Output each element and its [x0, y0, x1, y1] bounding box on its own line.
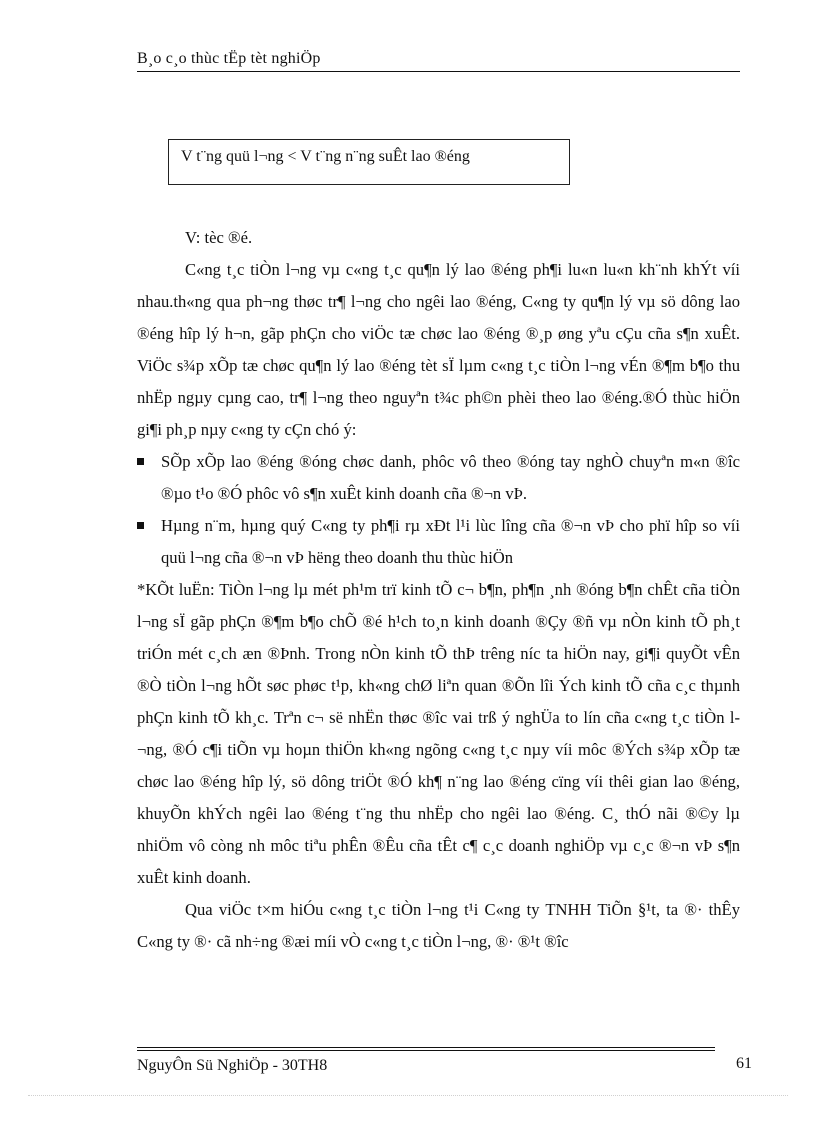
bullet-item-text: SÕp xÕp lao ®éng ®óng chøc danh, phôc vô theo ®óng tay nghÒ chuyªn m«n ®îc ®µo t¹o ®Ó phôc vô s¶n xuÊt kinh doanh cña ®¬n vÞ. [161, 452, 740, 503]
footer-author: NguyÔn Sü NghiÖp - 30TH8 [137, 1057, 328, 1074]
paragraph-conclusion: *KÕt luËn: TiÒn l¬ng lµ mét ph¹m trï kinh tÕ c¬ b¶n, ph¶n ¸nh ®óng b¶n chÊt cña tiÒn l¬ng sÏ gãp phÇn ®¶m b¶o chÕ ®é h¹ch to¸n kinh doanh ®Çy ®ñ vµ nÒn kinh tÕ ph¸t triÓn mét c¸ch æn ®Þnh. Trong nÒn kinh tÕ thÞ trêng níc ta hiÖn nay, gi¶i quyÕt vÊn ®Ò tiÒn l¬ng hÕt søc phøc t¹p, kh«ng chØ liªn quan ®Õn lîi Ých kinh tÕ cña c¸c thµnh phÇn kinh tÕ kh¸c. Trªn c¬ së nhËn thøc ®îc vai trß ý nghÜa to lín cña c«ng t¸c tiÒn l¬ng, ®Ó c¶i tiÕn vµ hoµn thiÖn kh«ng ngõng c«ng t¸c nµy víi môc ®Ých s¾p xÕp tæ chøc lao ®éng hîp lý, sö dông triÖt ®Ó kh¶ n¨ng lao ®éng cïng víi thêi gian lao ®éng, khuyÕn khÝch ngêi lao ®éng t¨ng thu nhËp cho ngêi lao ®éng. C¸ thÓ nãi ®©y lµ nhiÖm vô còng nh môc tiªu phÊn ®Êu cña tÊt c¶ c¸c doanh nghiÖp vµ c¸c ®¬n vÞ s¶n xuÊt kinh doanh. [137, 580, 740, 887]
page-bottom-edge [28, 1095, 788, 1096]
bullet-item [137, 510, 740, 574]
bullet-list [137, 446, 740, 574]
header-rule [137, 71, 740, 72]
footer-rule [137, 1050, 715, 1051]
bullet-item [137, 446, 740, 510]
paragraph-speed-note: V: tèc ®é. [185, 228, 253, 247]
body-text [137, 222, 740, 958]
paragraph-company-review: Qua viÖc t×m hiÓu c«ng t¸c tiÒn l¬ng t¹i C«ng ty TNHH TiÕn §¹t, ta ®· thÊy C«ng ty ®· cã nh÷ng ®æi míi vÒ c«ng t¸c tiÒn l¬ng, ®· ®¹t ®îc [137, 900, 740, 951]
footer-rule [137, 1047, 715, 1048]
formula-box [168, 139, 570, 185]
page-number: 61 [736, 1055, 752, 1072]
bullet-item-text: Hµng n¨m, hµng quý C«ng ty ph¶i rµ xÐt l¹i lùc lîng cña ®¬n vÞ cho phï hîp so víi quü l¬ng cña ®¬n vÞ hëng theo doanh thu thùc hiÖn [161, 516, 740, 567]
square-bullet-icon [137, 458, 144, 465]
square-bullet-icon [137, 522, 144, 529]
page-header-title: B¸o c¸o thùc tËp tèt nghiÖp [137, 50, 321, 67]
paragraph-wage-management: C«ng t¸c tiÒn l¬ng vµ c«ng t¸c qu¶n lý lao ®éng ph¶i lu«n lu«n kh¨nh khÝt víi nhau.th«ng qua ph¬ng thøc tr¶ l¬ng cho ngêi lao ®éng, C«ng ty qu¶n lý vµ sö dông lao ®éng hîp lý h¬n, gãp phÇn cho viÖc tæ chøc lao ®éng ®¸p øng yªu cÇu cña s¶n xuÊt. ViÖc s¾p xÕp tæ chøc qu¶n lý lao ®éng tèt sÏ lµm c«ng t¸c tiÒn l¬ng vÉn ®¶m b¶o thu nhËp ngµy cµng cao, tr¶ l¬ng theo nguyªn t¾c ph©n phèi theo lao ®éng.®Ó thùc hiÖn gi¶i ph¸p nµy c«ng ty cÇn chó ý: [137, 260, 740, 439]
formula-text: V t¨ng quü l¬ng < V t¨ng n¨ng suÊt lao ®éng [181, 148, 470, 165]
